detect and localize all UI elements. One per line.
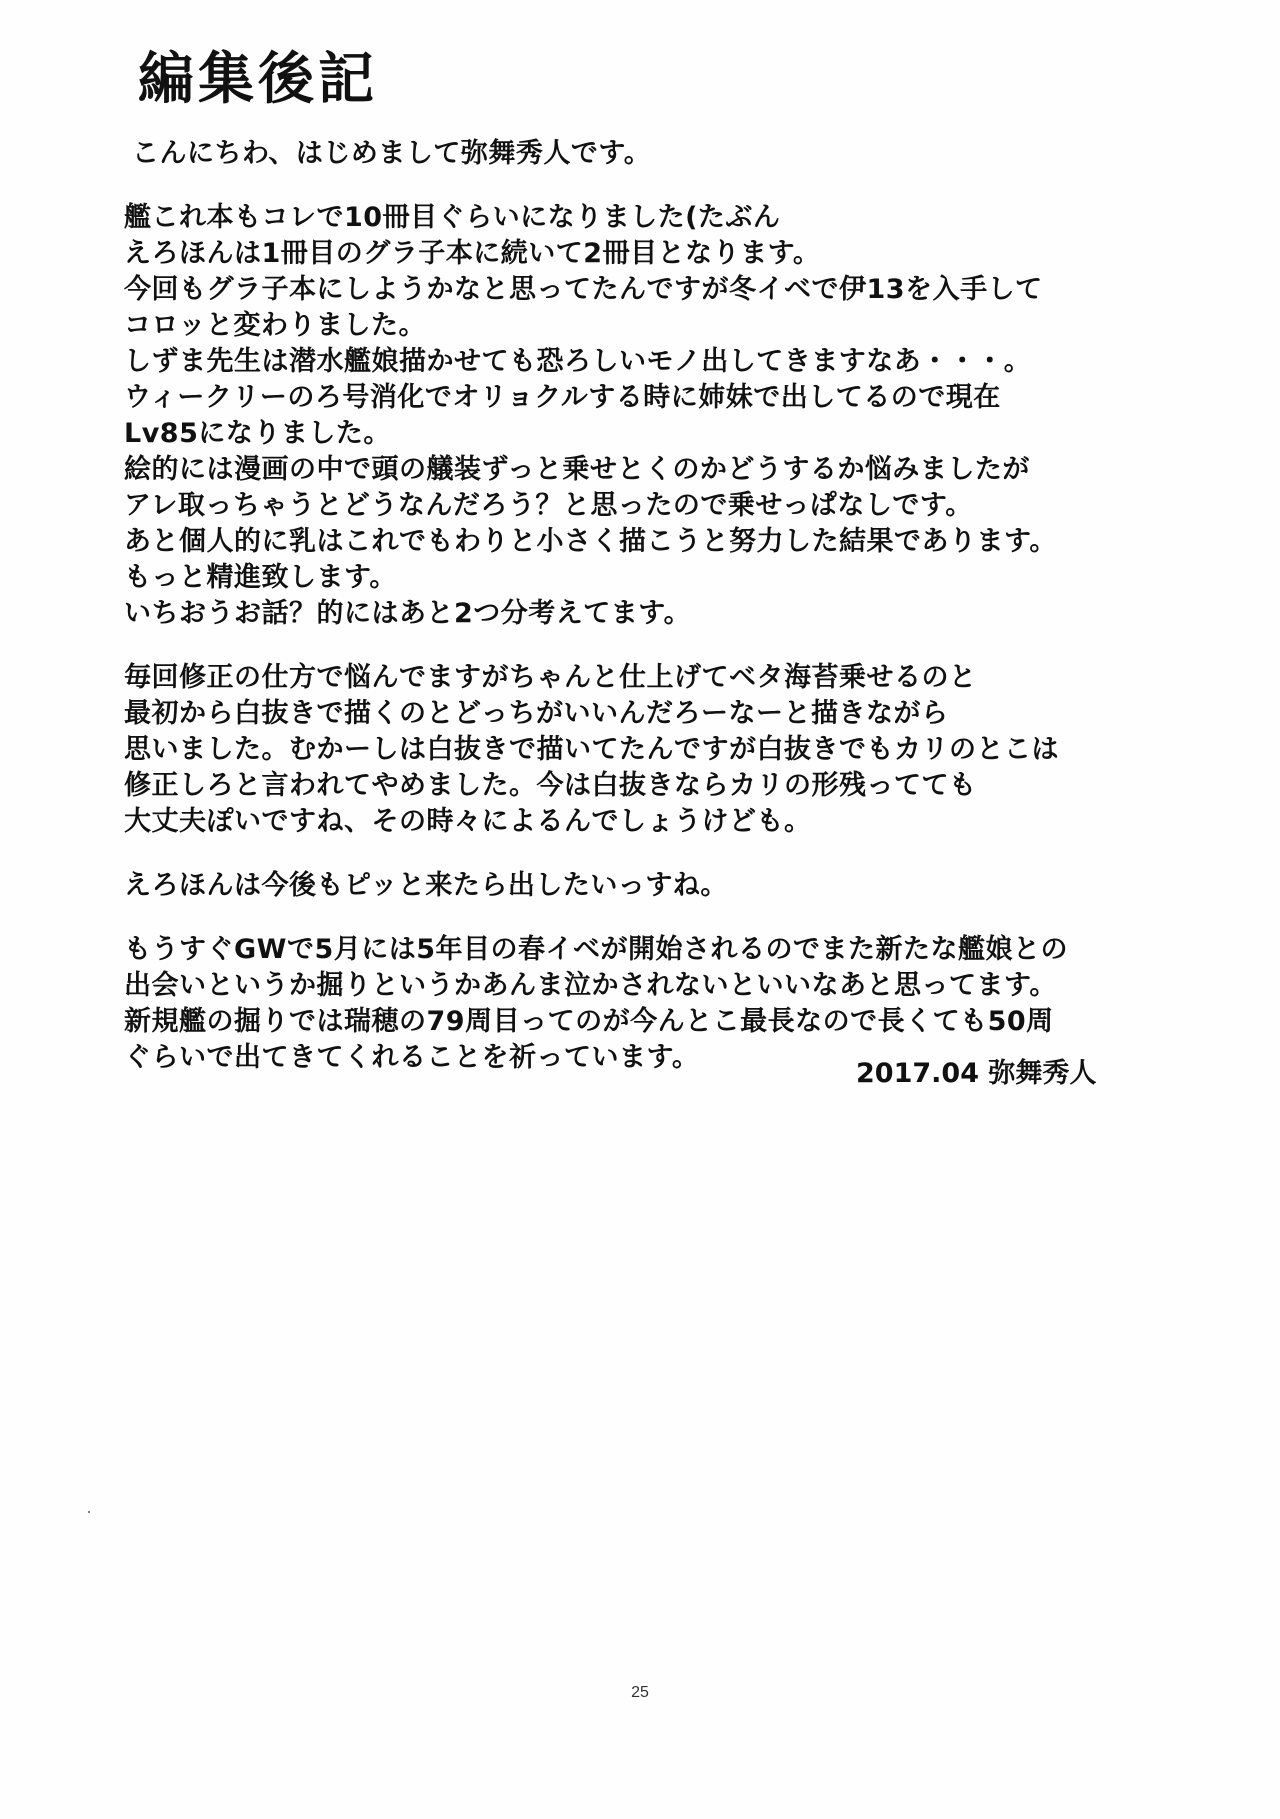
text-line: 絵的には漫画の中で頭の艤装ずっと乗せとくのかどうするか悩みましたが (124, 454, 1030, 485)
paper-speck (88, 1511, 90, 1513)
text-line: 艦これ本もコレで10冊目ぐらいになりました(たぶん (124, 202, 781, 233)
page-number: 25 (631, 1684, 649, 1701)
text-line: 修正しろと言われてやめました。今は白抜きならカリの形残ってても (124, 770, 977, 801)
signature: 2017.04 弥舞秀人 (856, 1058, 1097, 1089)
text-line: もうすぐGWで5月には5年目の春イベが開始されるのでまた新たな艦娘との (124, 934, 1069, 965)
text-line: もっと精進致します。 (124, 562, 397, 593)
text-line: 出会いというか掘りというかあんま泣かされないといいなあと思ってます。 (124, 970, 1057, 1001)
text-line: こんにちわ、はじめまして弥舞秀人です。 (132, 138, 652, 169)
text-line: あと個人的に乳はこれでもわりと小さく描こうと努力した結果であります。 (124, 526, 1057, 557)
text-line: アレ取っちゃうとどうなんだろう？と思ったので乗せっぱなしです。 (124, 490, 973, 521)
text-line: しずま先生は潜水艦娘描かせても恐ろしいモノ出してきますなあ・・・。 (124, 346, 1032, 377)
text-line: えろほんは1冊目のグラ子本に続いて2冊目となります。 (124, 238, 821, 269)
text-line: 新規艦の掘りでは瑞穂の79周目ってのが今んとこ最長なので長くても50周 (124, 1006, 1054, 1037)
page-title: 編集後記 (138, 47, 378, 112)
text-line: コロッと変わりました。 (124, 310, 426, 341)
text-line: えろほんは今後もピッと来たら出したいっすね。 (124, 870, 728, 901)
text-line: 今回もグラ子本にしようかなと思ってたんですが冬イベで伊13を入手して (124, 274, 1043, 305)
text-line: ウィークリーのろ号消化でオリョクルする時に姉妹で出してるので現在 (124, 382, 1001, 413)
text-line: 最初から白抜きで描くのとどっちがいいんだろーなーと描きながら (124, 698, 949, 729)
text-line: Lv85になりました。 (124, 418, 391, 449)
text-line: 大丈夫ぽいですね、その時々によるんでしょうけども。 (124, 806, 812, 837)
text-line: 毎回修正の仕方で悩んでますがちゃんと仕上げてベタ海苔乗せるのと (124, 662, 977, 693)
text-line: 思いました。むかーしは白抜きで描いてたんですが白抜きでもカリのとこは (124, 734, 1059, 765)
text-line: ぐらいで出てきてくれることを祈っています。 (124, 1042, 700, 1073)
text-line: いちおうお話？的にはあと2つ分考えてます。 (124, 598, 692, 629)
